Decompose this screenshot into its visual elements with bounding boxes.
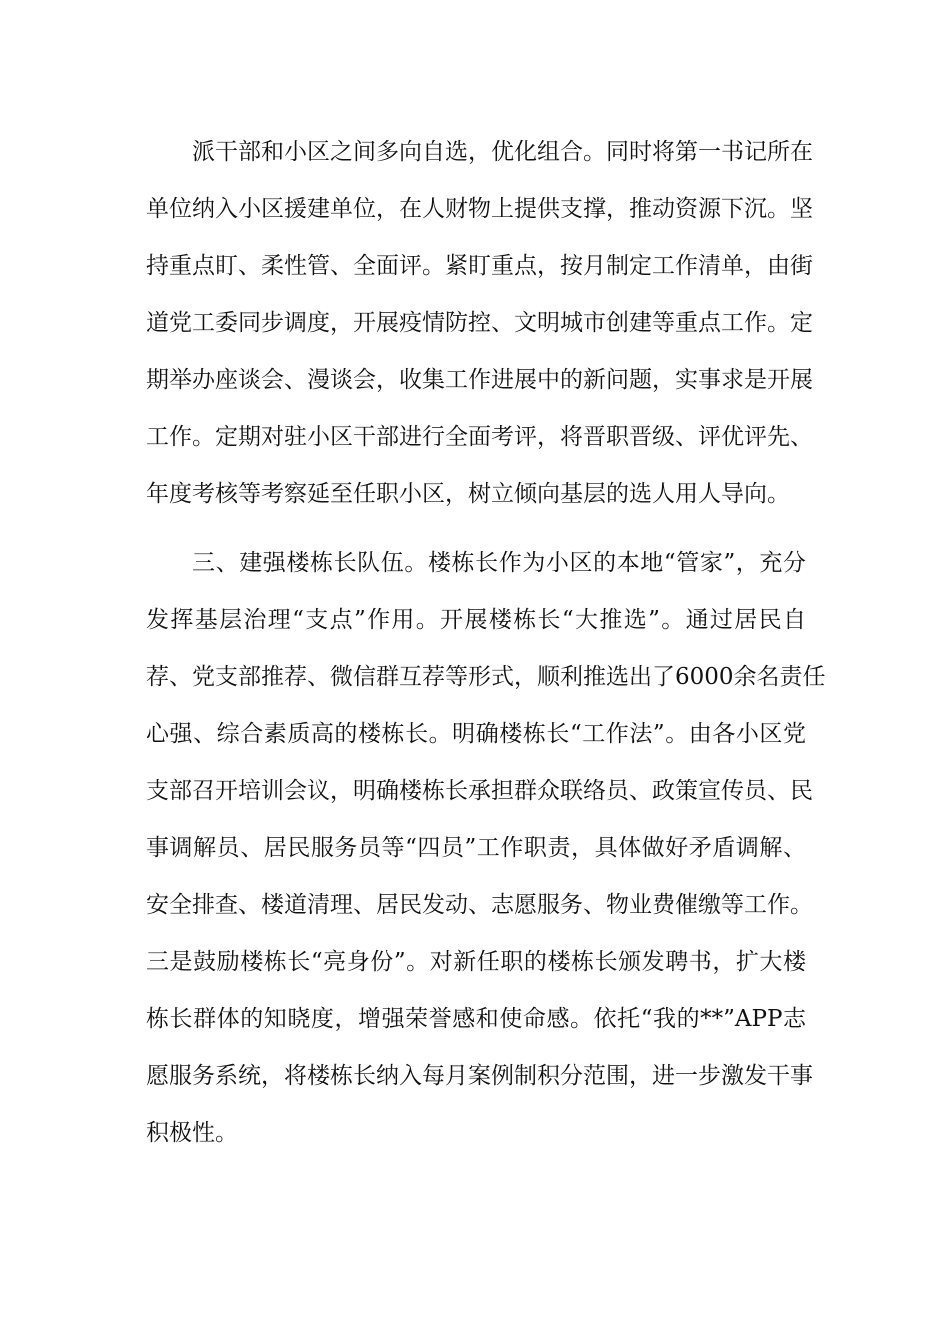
paragraph-2-line-8: 三是鼓励楼栋长“亮身份”。对新任职的楼栋长颁发聘书，扩大楼 — [146, 949, 806, 975]
paragraph-2-line-6: 事调解员、居民服务员等“四员”工作职责，具体做好矛盾调解、 — [146, 835, 806, 861]
paragraph-2-line-4: 心强、综合素质高的楼栋长。明确楼栋长“工作法”。由各小区党 — [146, 721, 806, 747]
paragraph-1-line-3: 持重点盯、柔性管、全面评。紧盯重点，按月制定工作清单，由街 — [146, 253, 813, 279]
paragraph-1-line-5: 期举办座谈会、漫谈会，收集工作进展中的新问题，实事求是开展 — [146, 367, 813, 393]
paragraph-2-line-2: 发挥基层治理“支点”作用。开展楼栋长“大推选”。通过居民自 — [146, 607, 806, 633]
paragraph-2-line-11: 积极性。 — [146, 1120, 238, 1146]
paragraph-1-line-4: 道党工委同步调度，开展疫情防控、文明城市创建等重点工作。定 — [146, 310, 813, 336]
paragraph-1-line-6: 工作。定期对驻小区干部进行全面考评，将晋职晋级、评优评先、 — [146, 424, 813, 450]
paragraph-2-line-7: 安全排查、楼道清理、居民发动、志愿服务、物业费催缴等工作。 — [146, 892, 813, 918]
paragraph-1-line-1: 派干部和小区之间多向自选，优化组合。同时将第一书记所在 — [192, 139, 813, 165]
paragraph-2-line-3: 荐、党支部推荐、微信群互荐等形式，顺利推选出了6000余名责任 — [146, 664, 826, 690]
paragraph-2-line-1: 三、建强楼栋长队伍。楼栋长作为小区的本地“管家”，充分 — [192, 550, 806, 576]
paragraph-2-line-5: 支部召开培训会议，明确楼栋长承担群众联络员、政策宣传员、民 — [146, 778, 813, 804]
paragraph-2-line-9: 栋长群体的知晓度，增强荣誉感和使命感。依托“我的**”APP志 — [146, 1006, 806, 1032]
paragraph-1-line-7: 年度考核等考察延至任职小区，树立倾向基层的选人用人导向。 — [146, 481, 790, 507]
paragraph-1-line-2: 单位纳入小区援建单位，在人财物上提供支撑，推动资源下沉。坚 — [146, 196, 813, 222]
paragraph-2-line-10: 愿服务系统，将楼栋长纳入每月案例制积分范围，进一步激发干事 — [146, 1063, 813, 1089]
